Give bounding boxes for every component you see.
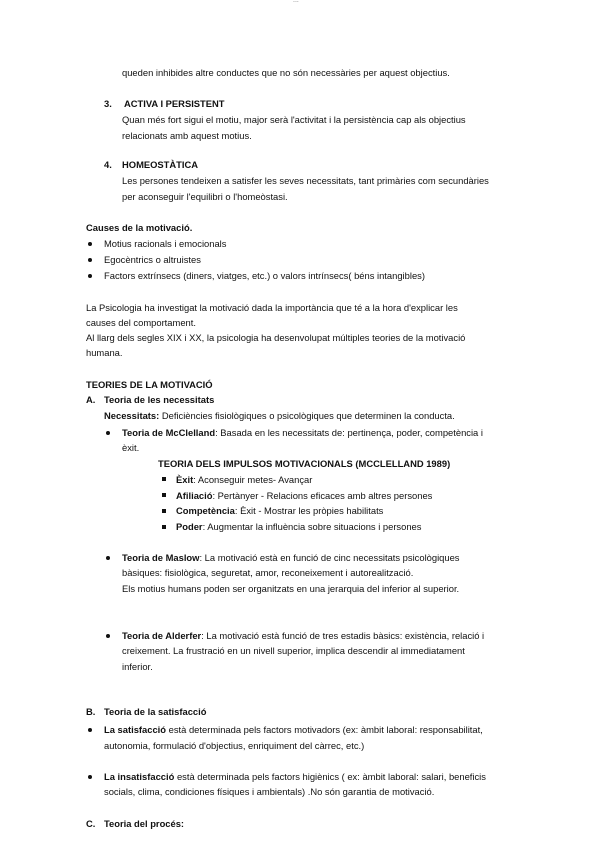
item3-line-1: Quan més fort sigui el motiu, major serà l'activitat i la persistència cap als objectius bbox=[122, 114, 466, 125]
mcc-item-text: : Augmentar la influència sobre situacions i persones bbox=[202, 521, 422, 532]
section-a-letter: A. bbox=[86, 394, 96, 405]
bullet-icon bbox=[106, 431, 110, 435]
insatisfaction-line-1: està determinada pels factors higiènics ( ex: àmbit laboral: salari, beneficis bbox=[174, 771, 486, 782]
mcc-item-label: Competència bbox=[176, 505, 235, 516]
item3-title: ACTIVA I PERSISTENT bbox=[124, 98, 225, 109]
maslow-line-2: bàsiques: fisiològica, seguretat, amor, reconeixement i autorealització. bbox=[122, 567, 414, 578]
mcc-item-label: Poder bbox=[176, 521, 203, 532]
alderfer-line-1: : La motivació està funció de tres estadis bàsics: existència, relació i bbox=[201, 630, 485, 641]
alderfer-line-3: inferior. bbox=[122, 661, 153, 672]
alderfer-label: Teoria de Alderfer bbox=[122, 630, 202, 641]
square-bullet-icon bbox=[162, 493, 166, 497]
paragraph-line-2: causes del comportament. bbox=[86, 317, 196, 328]
section-c-letter: C. bbox=[86, 818, 96, 829]
bullet-icon bbox=[88, 728, 92, 732]
mcclelland-subheading: TEORIA DELS IMPULSOS MOTIVACIONALS (MCCLELLAND 1989) bbox=[158, 458, 451, 469]
intro-line: queden inhibides altre conductes que no són necessàries per aquest objectius. bbox=[122, 67, 450, 78]
item3-number: 3. bbox=[104, 98, 112, 109]
insatisfaction-line-2: socials, clima, condiciones físiques i ambientals) .No són garantia de motivació. bbox=[104, 786, 435, 797]
item3-line-2: relacionats amb aquest motius. bbox=[122, 130, 252, 141]
mcclelland-label: Teoria de McClelland bbox=[122, 427, 216, 438]
paragraph-line-4: humana. bbox=[86, 347, 123, 358]
paragraph-line-3: Al llarg dels segles XIX i XX, la psicologia ha desenvolupat múltiples teories de la motivació bbox=[86, 332, 466, 343]
theories-heading: TEORIES DE LA MOTIVACIÓ bbox=[86, 379, 213, 390]
satisfaction-line-2: autonomia, formulació d'objectius, enriquiment del càrrec, etc.) bbox=[104, 740, 365, 751]
bullet-icon bbox=[88, 242, 92, 246]
satisfaction-line-1: està determinada pels factors motivadors (ex: àmbit laboral: responsabilitat, bbox=[166, 724, 483, 735]
causes-heading: Causes de la motivació. bbox=[86, 222, 193, 233]
item4-title: HOMEOSTÀTICA bbox=[122, 159, 199, 170]
square-bullet-icon bbox=[162, 509, 166, 513]
paragraph-line-1: La Psicologia ha investigat la motivació dada la importància que té a la hora d'explicar les bbox=[86, 302, 458, 313]
bullet-icon bbox=[106, 634, 110, 638]
item4-line-2: per aconseguir l'equilibri o l'homeòstasi. bbox=[122, 191, 288, 202]
item4-line-1: Les persones tendeixen a satisfer les seves necessitats, tant primàries com secundàries bbox=[122, 175, 489, 186]
bullet-icon bbox=[88, 274, 92, 278]
page-marker: ... bbox=[293, 0, 299, 4]
bullet-icon bbox=[88, 775, 92, 779]
causes-item-2: Egocèntrics o altruistes bbox=[104, 254, 201, 265]
square-bullet-icon bbox=[162, 477, 166, 481]
maslow-label: Teoria de Maslow bbox=[122, 552, 200, 563]
section-b-title: Teoria de la satisfacció bbox=[104, 706, 207, 717]
bullet-icon bbox=[88, 258, 92, 262]
insatisfaction-label: La insatisfacció bbox=[104, 771, 175, 782]
causes-item-3: Factors extrínsecs (diners, viatges, etc.) o valors intrínsecs( béns intangibles) bbox=[104, 270, 425, 281]
alderfer-line-2: creixement. La frustració en un nivell superior, implica descendir al immediatament bbox=[122, 645, 465, 656]
needs-label: Necessitats: bbox=[104, 410, 160, 421]
mcc-item-label: Èxit bbox=[176, 474, 194, 485]
mcc-item-text: : Èxit - Mostrar les pròpies habilitats bbox=[234, 505, 384, 516]
square-bullet-icon bbox=[162, 525, 166, 529]
causes-item-1: Motius racionals i emocionals bbox=[104, 238, 227, 249]
bullet-icon bbox=[106, 556, 110, 560]
item4-number: 4. bbox=[104, 159, 112, 170]
mcclelland-line-2: èxit. bbox=[122, 442, 140, 453]
maslow-line-3: Els motius humans poden ser organitzats en una jerarquia del inferior al superior. bbox=[122, 583, 460, 594]
needs-definition: Deficiències fisiològiques o psicològiques que determinen la conducta. bbox=[159, 410, 455, 421]
section-a-title: Teoria de les necessitats bbox=[104, 394, 215, 405]
mcc-item-label: Afiliació bbox=[176, 490, 213, 501]
mcc-item-text: : Pertànyer - Relacions eficaces amb altres persones bbox=[212, 490, 433, 501]
section-b-letter: B. bbox=[86, 706, 96, 717]
mcclelland-line-1: : Basada en les necessitats de: pertinença, poder, competència i bbox=[215, 427, 483, 438]
satisfaction-label: La satisfacció bbox=[104, 724, 167, 735]
mcc-item-text: : Aconseguir metes- Avançar bbox=[193, 474, 313, 485]
maslow-line-1: : La motivació està en funció de cinc necessitats psicològiques bbox=[199, 552, 460, 563]
section-c-title: Teoria del procés: bbox=[104, 818, 185, 829]
